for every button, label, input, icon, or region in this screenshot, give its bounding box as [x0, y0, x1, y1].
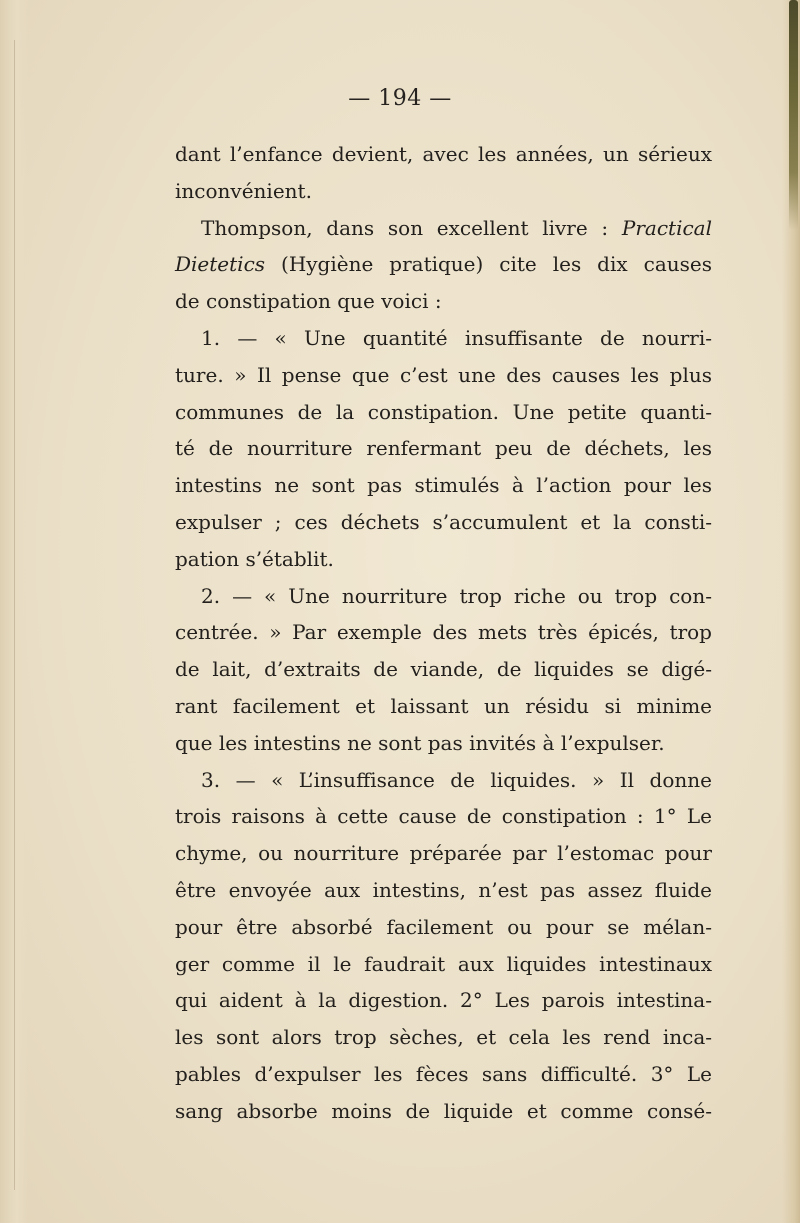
text-line: sang absorbe moins de liquide et comme consé- — [175, 1098, 712, 1123]
text-line: pables d’expulser les fèces sans difficulté. 3° Le — [175, 1061, 712, 1086]
book-title-part: Dietetics — [175, 252, 266, 277]
book-title-part: Practical — [621, 215, 712, 240]
text-line: expulser ; ces déchets s’accumulent et la consti- — [175, 509, 712, 534]
text-line: pour être absorbé facilement ou pour se mélan- — [175, 914, 712, 939]
text-line: 3. — « L’insuffisance de liquides. » Il donne — [201, 767, 712, 792]
text-line: les sont alors trop sèches, et cela les rend inca- — [175, 1025, 712, 1050]
text-line: chyme, ou nourriture préparée par l’estomac pour — [175, 841, 712, 866]
text-line: trois raisons à cette cause de constipation : 1° Le — [175, 804, 712, 829]
text-line: inconvénient. — [175, 178, 312, 203]
text-line: 1. — « Une quantité insuffisante de nourri- — [201, 325, 712, 350]
text-line: té de nourriture renfermant peu de déchets, les — [175, 436, 712, 461]
page-number: — 194 — — [348, 86, 452, 111]
text-line: qui aident à la digestion. 2° Les parois intestina- — [175, 988, 712, 1013]
text-run: (Hygiène pratique) cite les dix causes — [265, 252, 712, 277]
text-line: être envoyée aux intestins, n’est pas assez fluide — [175, 877, 712, 902]
page-gutter — [0, 0, 28, 1223]
text-line: de lait, d’extraits de viande, de liquides se digé- — [175, 657, 712, 682]
text-run: Thompson, dans son excellent livre : — [201, 215, 622, 240]
text-line: intestins ne sont pas stimulés à l’action pour les — [175, 473, 712, 498]
text-line: communes de la constipation. Une petite quanti- — [175, 399, 712, 424]
body-text — [175, 136, 712, 1130]
text-line: dant l’enfance devient, avec les années, un sérieux — [175, 142, 712, 166]
text-line: pation s’établit. — [175, 546, 334, 571]
text-line: 2. — « Une nourriture trop riche ou trop con- — [201, 583, 712, 608]
text-line — [175, 210, 712, 247]
text-line: rant facilement et laissant un résidu si minime — [175, 693, 712, 718]
page-edge — [782, 0, 800, 1223]
text-line: que les intestins ne sont pas invités à l’expulser. — [175, 730, 665, 755]
text-line: de constipation que voici : — [175, 289, 442, 314]
text-line: ger comme il le faudrait aux liquides intestinaux — [175, 951, 712, 976]
text-line: ture. » Il pense que c’est une des causes les plus — [175, 362, 712, 387]
text-line: centrée. » Par exemple des mets très épicés, trop — [175, 620, 712, 645]
text-line — [175, 246, 712, 283]
